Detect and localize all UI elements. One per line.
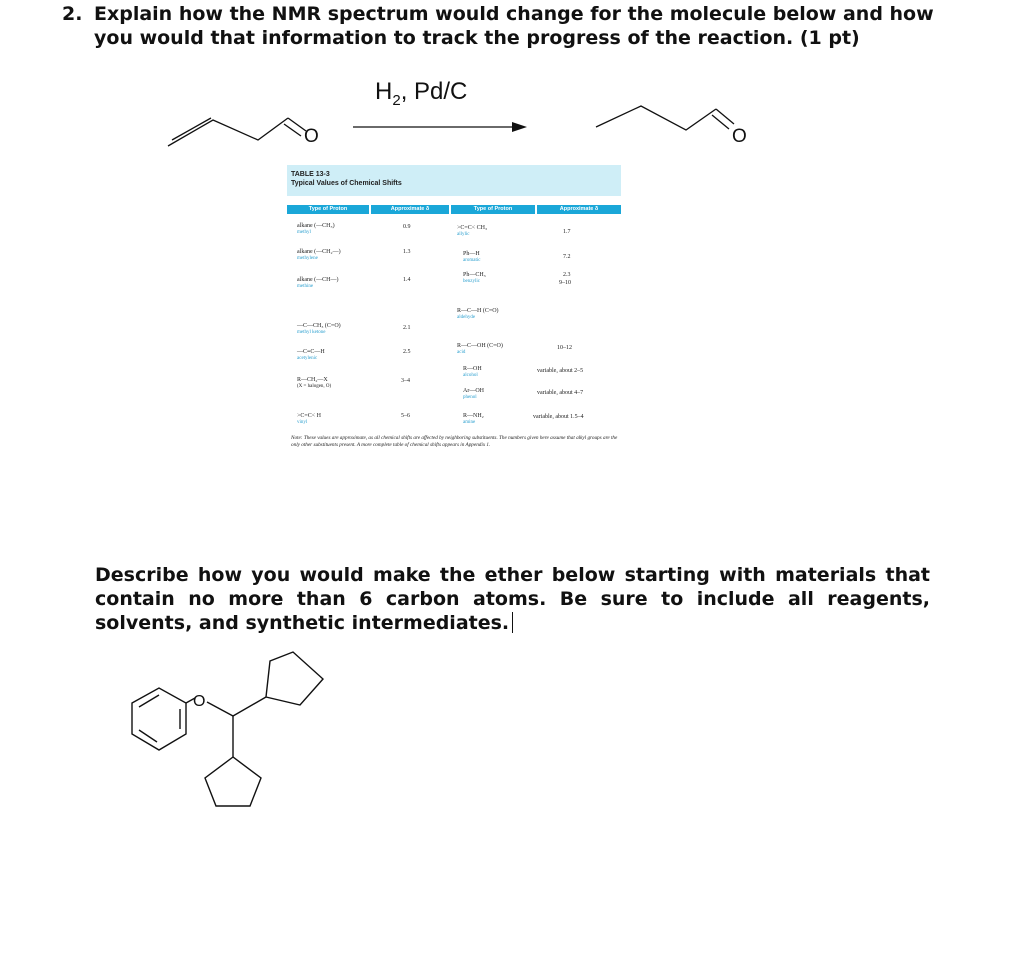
table-row: Ph—H aromatic	[463, 251, 481, 263]
table-row: >C=C< H vinyl	[297, 413, 321, 425]
table-label: TABLE 13-3	[291, 171, 330, 178]
question-2-text: Explain how the NMR spectrum would change for the molecule below and how you would that information to track the progress of the reaction. (1 pt)	[94, 3, 934, 49]
reaction-scheme	[0, 0, 1024, 170]
table-row: R—NH₂ amine	[463, 413, 484, 425]
table-row: R—CH₂—X (X = halogen, O)	[297, 377, 332, 389]
shift-value: variable, about 1.5–4	[533, 414, 584, 420]
table-title: Typical Values of Chemical Shifts	[291, 180, 402, 187]
table-row: alkane (—CH—) methine	[297, 277, 339, 289]
table-row: Ar—OH phenol	[463, 388, 484, 400]
chemical-shift-table	[287, 165, 621, 465]
shift-value: 5–6	[401, 413, 410, 419]
shift-value: 2.1	[403, 325, 411, 331]
shift-value: 1.7	[563, 229, 571, 235]
table-row: R—C—OH (C=O) acid	[457, 343, 503, 355]
product-skeleton	[596, 106, 716, 130]
column-header: Type of Proton	[451, 205, 535, 214]
table-row: R—C—H (C=O) aldehyde	[457, 308, 499, 320]
shift-value: 2.5	[403, 349, 411, 355]
text-cursor	[512, 612, 513, 633]
table-row: —C≡C—H acetylenic	[297, 349, 325, 361]
table-header-band	[287, 165, 621, 196]
table-row: alkane (—CH₂—) methylene	[297, 249, 341, 261]
benzene-ring	[132, 688, 186, 750]
table-row: alkane (—CH₃) methyl	[297, 223, 335, 235]
shift-value: 3–4	[401, 378, 410, 384]
ether-oxygen: O	[193, 693, 206, 710]
column-header: Approximate δ	[371, 205, 449, 214]
arrow-head	[512, 122, 527, 132]
reactant-alkene-double-bond	[172, 118, 211, 140]
question-3	[95, 563, 930, 635]
product-oxygen: O	[732, 126, 747, 147]
shift-value: 10–12	[557, 345, 572, 351]
table-row: R—OH alcohol	[463, 366, 482, 378]
shift-value: 2.3	[563, 272, 571, 278]
table-row: Ph—CH₃ benzylic	[463, 272, 486, 284]
upper-cyclopentane	[266, 652, 323, 705]
question-3-text: Describe how you would make the ether below starting with materials that contain no more than 6 carbon atoms. Be sure to include all reagents, solvents, and synthetic intermediates.	[95, 564, 930, 634]
shift-value: 0.9	[403, 224, 411, 230]
table-row: —C—CH₃ (C=O) methyl ketone	[297, 323, 341, 335]
column-header: Approximate δ	[537, 205, 621, 214]
shift-value: 7.2	[563, 254, 571, 260]
shift-value: 9–10	[559, 280, 571, 286]
lower-cyclopentane	[205, 757, 261, 806]
benzene-inner-bond	[139, 695, 159, 707]
ether-bond	[186, 698, 195, 703]
shift-value: 1.4	[403, 277, 411, 283]
shift-value: variable, about 4–7	[537, 390, 584, 396]
reactant-oxygen: O	[304, 126, 319, 147]
question-number: 2.	[62, 3, 83, 25]
shift-value: 1.3	[403, 249, 411, 255]
ether-bond	[207, 702, 233, 716]
table-row: >C=C< CH₃ allylic	[457, 225, 488, 237]
column-header: Type of Proton	[287, 205, 369, 214]
benzene-inner-bond	[139, 730, 157, 742]
reaction-reagent: $H_2$, Pd/C	[375, 78, 468, 109]
ch-to-upper-ring	[233, 697, 266, 716]
shift-value: variable, about 2–5	[537, 368, 584, 374]
table-note: Note: These values are approximate, as all chemical shifts are affected by neighboring substituents. The numbers given here assume that alkyl groups are the only other substituents present. A more complete table of chemical shifts appears in Appendix 1.	[291, 435, 618, 448]
product-carbonyl-double-bond	[716, 109, 734, 124]
